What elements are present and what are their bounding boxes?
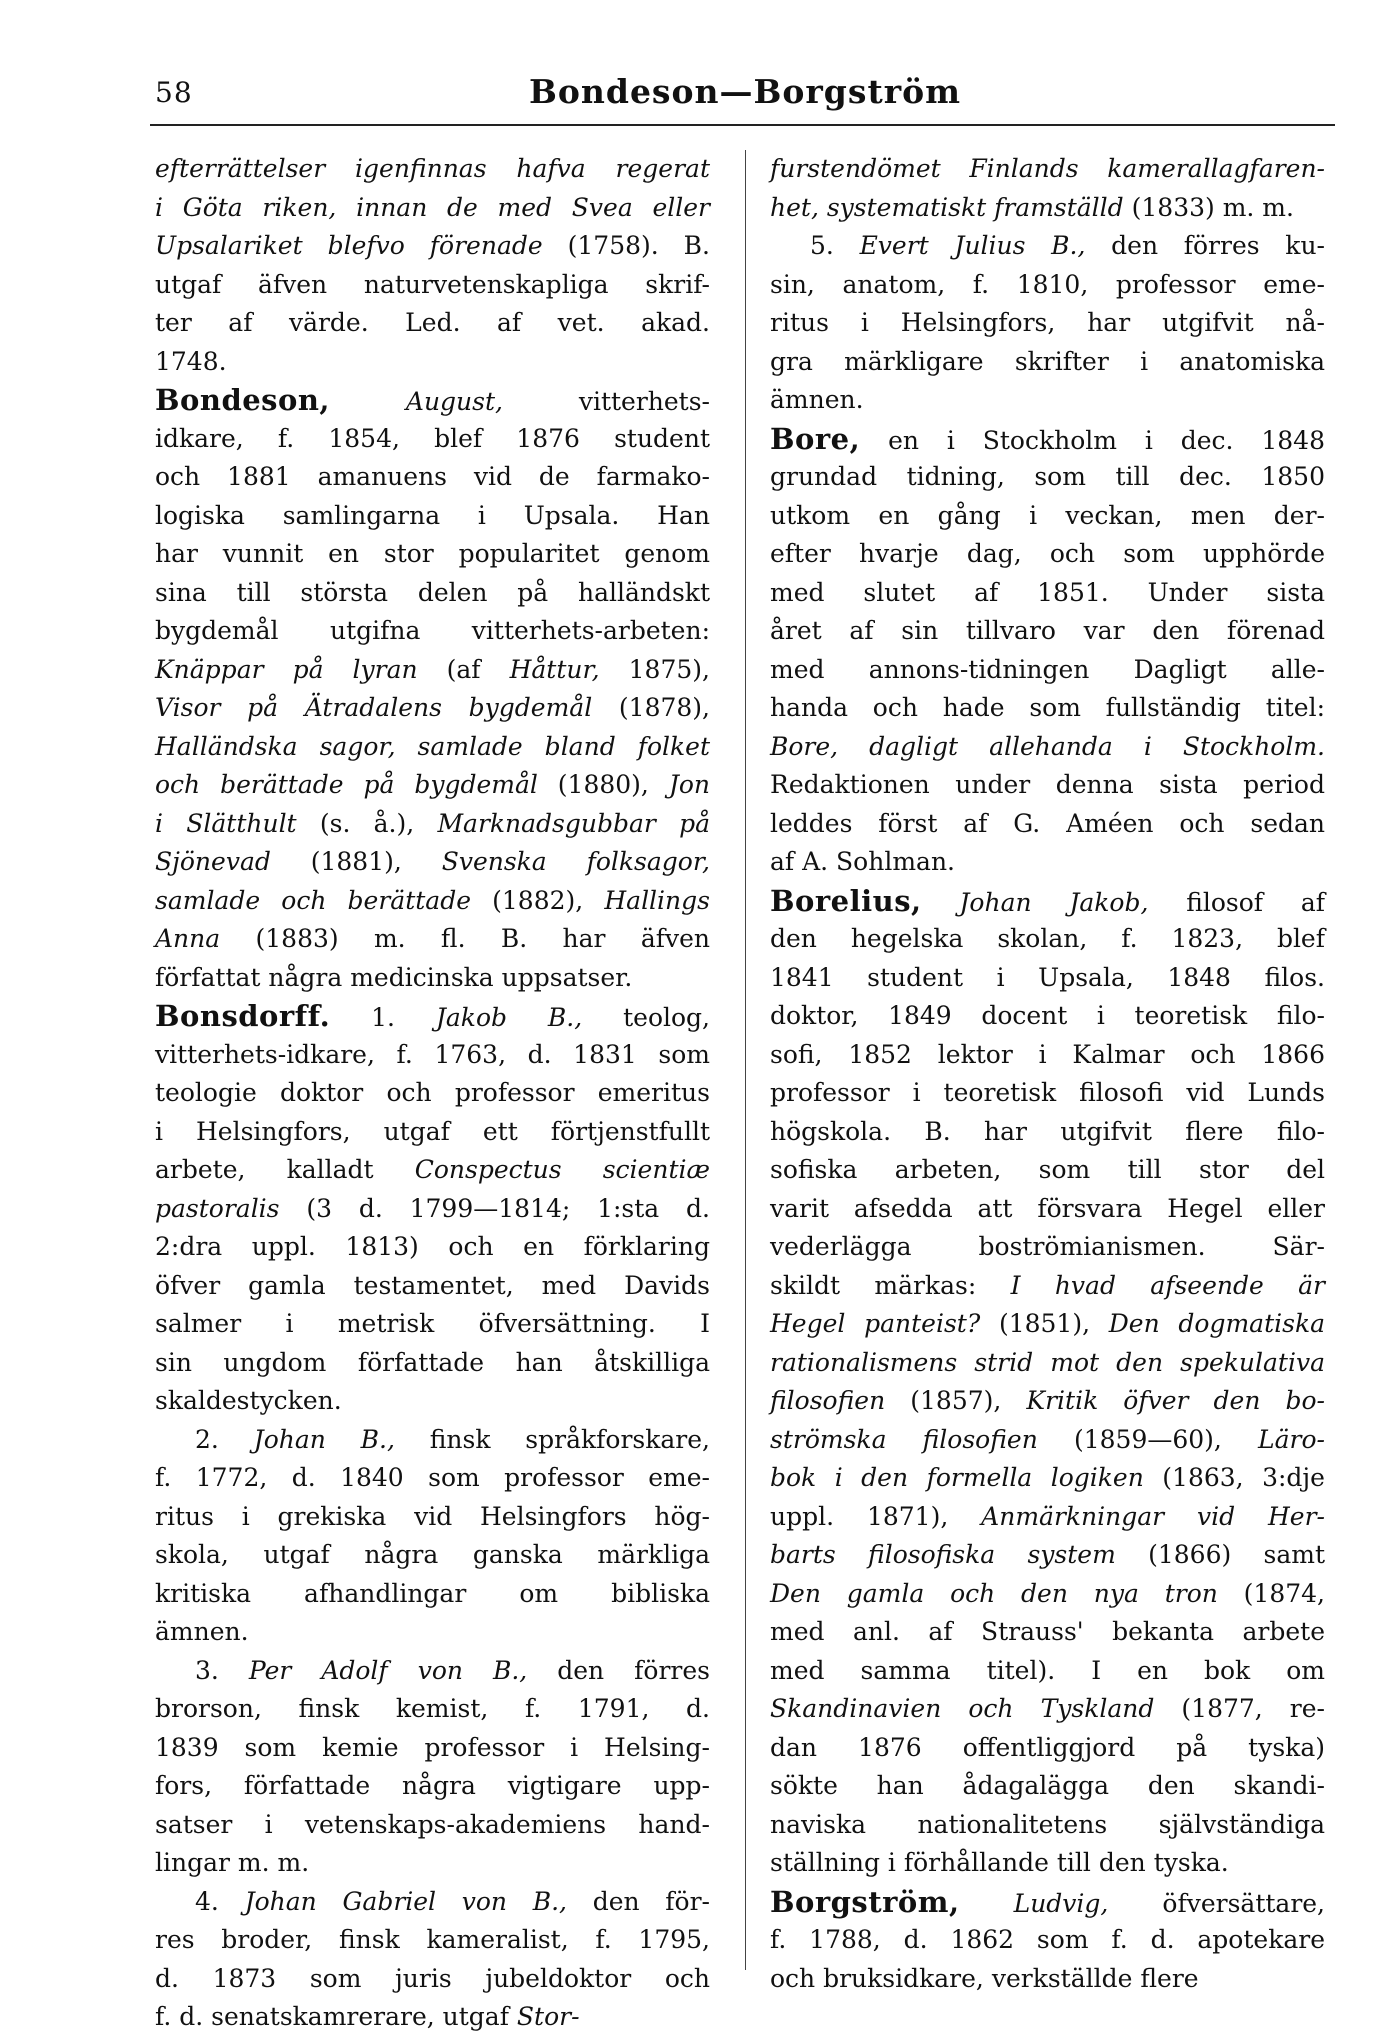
- right-column-line: [770, 343, 1325, 382]
- headword: Borelius,: [770, 883, 922, 918]
- left-column-line: [155, 920, 710, 959]
- right-column-line: [770, 997, 1325, 1036]
- text: sofi, 1852 lektor i Kalmar och 1866: [770, 1039, 1325, 1069]
- text: 1839 som kemie professor i Helsing-: [155, 1732, 710, 1762]
- text: uppl. 1871),: [770, 1501, 982, 1531]
- left-column: [155, 150, 710, 2037]
- italic-text: Visor på Ätradalens bygdemål: [155, 693, 593, 722]
- headword: Bondeson,: [155, 383, 331, 417]
- text: (af: [417, 654, 510, 684]
- text: skola, utgaf några ganska märkliga: [155, 1540, 710, 1569]
- text: ritus i grekiska vid Helsingfors hög-: [155, 1501, 710, 1531]
- left-column-line: [155, 304, 710, 343]
- text: (s. å.),: [296, 808, 438, 838]
- right-column-line: [770, 651, 1325, 690]
- left-column-line: [155, 1806, 710, 1845]
- text: d. 1873 som juris jubeldoktor och: [155, 1963, 710, 1993]
- text: f. d. senatskamrerare, utgaf: [155, 2002, 517, 2031]
- text: (1833) m. m.: [1123, 192, 1294, 222]
- italic-text: Conspectus scientiæ: [414, 1155, 710, 1184]
- text: i Helsingfors, utgaf ett förtjenstfullt: [155, 1116, 710, 1146]
- text: (1883) m. fl. B. har äfven: [220, 924, 710, 953]
- text: filosof af: [1148, 887, 1325, 917]
- left-column-line: [155, 612, 710, 651]
- header-rule: [150, 124, 1335, 126]
- right-column-line: [770, 1113, 1325, 1152]
- italic-text: Johan B.,: [253, 1424, 395, 1454]
- text: naviska nationalitetens självständiga: [770, 1809, 1325, 1839]
- text: och 1881 amanuens vid de farmako-: [155, 462, 710, 491]
- left-column-line: [155, 1883, 710, 1922]
- text: sökte han ådagalägga den skandi-: [770, 1771, 1325, 1800]
- left-column-line: [155, 1498, 710, 1537]
- text: professor i teoretisk filosofi vid Lunds: [770, 1078, 1325, 1107]
- left-column-line: [155, 1690, 710, 1729]
- left-column-line: [155, 1998, 710, 2037]
- text: efter hvarje dag, och som upphörde: [770, 539, 1325, 568]
- right-column-line: [770, 420, 1325, 459]
- right-column-line: [770, 1344, 1325, 1383]
- right-column-line: [770, 458, 1325, 497]
- right-column-line: [770, 574, 1325, 613]
- italic-text: samlade och berättade: [155, 885, 472, 915]
- page-header: [155, 72, 1335, 118]
- text: året af sin tillvaro var den förenad: [770, 616, 1325, 645]
- left-column-line: [155, 1729, 710, 1768]
- right-column-line: [770, 1960, 1325, 1999]
- left-column-line: [155, 1382, 710, 1421]
- right-column-line: [770, 1575, 1325, 1614]
- right-column-line: [770, 882, 1325, 921]
- left-column-line: [155, 1151, 710, 1190]
- italic-text: Johan Jakob,: [959, 887, 1149, 917]
- italic-text: Jon: [668, 770, 710, 799]
- left-column-line: [155, 1652, 710, 1691]
- left-column-line: [155, 1960, 710, 1999]
- text: [330, 387, 406, 416]
- text: med annons-tidningen Dagligt alle-: [770, 654, 1325, 684]
- left-column-line: [155, 189, 710, 228]
- right-column-line: [770, 1228, 1325, 1267]
- text: (1758). B.: [542, 231, 710, 260]
- left-column-line: [155, 574, 710, 613]
- right-column-line: [770, 1382, 1325, 1421]
- running-head: Bondeson—Borgström: [528, 72, 962, 111]
- italic-text: Evert Julius B.,: [859, 231, 1086, 260]
- right-column-line: [770, 535, 1325, 574]
- left-column-line: [155, 805, 710, 844]
- right-column-line: [770, 1036, 1325, 1075]
- italic-text: Per Adolf von B.,: [248, 1655, 528, 1685]
- text: (1866) samt: [1115, 1540, 1326, 1569]
- text: (1851),: [980, 1309, 1109, 1338]
- text: sin ungdom författade han åtskilliga: [155, 1347, 710, 1377]
- text: varit afsedda att försvara Hegel eller: [770, 1193, 1325, 1223]
- right-column-line: [770, 1305, 1325, 1344]
- text: f. 1772, d. 1840 som professor eme-: [155, 1463, 710, 1492]
- text: af A. Sohlman.: [770, 847, 955, 876]
- right-column-line: [770, 843, 1325, 882]
- text: öfversättare,: [1108, 1888, 1326, 1918]
- text: (1874,: [1217, 1578, 1325, 1608]
- left-column-line: [155, 1613, 710, 1652]
- headword: Borgström,: [770, 1884, 960, 1919]
- right-column-line: [770, 1267, 1325, 1306]
- left-column-line: [155, 227, 710, 266]
- italic-text: het, systematiskt framställd: [770, 192, 1124, 222]
- text: [960, 1889, 1014, 1918]
- right-column-line: [770, 1074, 1325, 1113]
- right-column-line: [770, 1536, 1325, 1575]
- text: vederlägga boströmianismen. Sär-: [770, 1232, 1325, 1261]
- text: med samma titel). I en bok om: [770, 1655, 1325, 1685]
- text: (1863, 3:dje: [1143, 1463, 1325, 1492]
- text: ter af värde. Led. af vet. akad.: [155, 308, 710, 337]
- text: skaldestycken.: [155, 1386, 342, 1415]
- italic-text: Läro-: [1258, 1424, 1325, 1454]
- left-column-line: [155, 1305, 710, 1344]
- left-column-line: [155, 1113, 710, 1152]
- italic-text: Anna: [155, 924, 221, 953]
- text: idkare, f. 1854, blef 1876 student: [155, 423, 710, 453]
- text: med anl. af Strauss' bekanta arbete: [770, 1617, 1325, 1646]
- italic-text: Svenska folksagor,: [441, 847, 710, 876]
- left-column-line: [155, 458, 710, 497]
- column-divider: [745, 150, 746, 1970]
- italic-text: Marknadsgubbar på: [437, 808, 711, 838]
- right-column-line: [770, 1690, 1325, 1729]
- text: handa och hade som fullständig titel:: [770, 693, 1325, 722]
- left-column-line: [155, 497, 710, 536]
- left-column-line: [155, 1536, 710, 1575]
- text: (1878),: [592, 693, 710, 722]
- text: f. 1788, d. 1862 som f. d. apotekare: [770, 1925, 1325, 1954]
- text: (1857),: [885, 1386, 1027, 1415]
- right-column-line: [770, 1459, 1325, 1498]
- left-column-line: [155, 882, 710, 921]
- right-column-line: [770, 766, 1325, 805]
- italic-text: Den dogmatiska: [1108, 1309, 1325, 1338]
- text: 1875),: [599, 654, 710, 684]
- right-column-line: [770, 1151, 1325, 1190]
- left-column-line: [155, 1190, 710, 1229]
- text: doktor, 1849 docent i teoretisk filo-: [770, 1001, 1325, 1030]
- italic-text: Ludvig,: [1013, 1888, 1109, 1918]
- right-column-line: [770, 189, 1325, 228]
- left-column-line: [155, 535, 710, 574]
- italic-text: barts filosofiska system: [770, 1540, 1116, 1569]
- text: en i Stockholm i dec. 1848: [860, 425, 1325, 455]
- text: fors, författade några vigtigare upp-: [155, 1771, 710, 1800]
- page-number: 58: [155, 76, 193, 109]
- right-column-line: [770, 805, 1325, 844]
- italic-text: Kritik öfver den bo-: [1026, 1386, 1325, 1415]
- italic-text: August,: [405, 387, 503, 416]
- italic-text: pastoralis: [155, 1193, 280, 1223]
- text: grundad tidning, som till dec. 1850: [770, 462, 1325, 491]
- text: (1877, re-: [1154, 1694, 1325, 1723]
- text: vitterhets-idkare, f. 1763, d. 1831 som: [155, 1039, 710, 1069]
- right-column-line: [770, 266, 1325, 305]
- headword: Bore,: [770, 421, 861, 456]
- left-column-line: [155, 420, 710, 459]
- left-column-line: [155, 1344, 710, 1383]
- italic-text: i Slätthult: [155, 808, 297, 838]
- italic-text: I hvad afseende är: [1010, 1270, 1325, 1300]
- text: logiska samlingarna i Upsala. Han: [155, 500, 710, 530]
- text: 2.: [195, 1424, 254, 1454]
- text: ämnen.: [155, 1617, 249, 1646]
- italic-text: Håttur,: [509, 654, 600, 684]
- left-column-line: [155, 997, 710, 1036]
- headword: Bonsdorff.: [155, 999, 331, 1033]
- italic-text: Upsalariket blefvo förenade: [155, 231, 543, 260]
- left-column-line: [155, 343, 710, 382]
- right-column-line: [770, 381, 1325, 420]
- italic-text: Den gamla och den nya tron: [770, 1578, 1218, 1608]
- left-column-line: [155, 651, 710, 690]
- right-column-line: [770, 1498, 1325, 1537]
- left-column-line: [155, 381, 710, 420]
- left-column-line: [155, 843, 710, 882]
- text: den för-: [567, 1886, 710, 1916]
- left-column-line: [155, 1575, 710, 1614]
- italic-text: bok i den formella logiken: [770, 1463, 1144, 1492]
- right-column-line: [770, 1844, 1325, 1883]
- text: (1859—60),: [1037, 1424, 1259, 1454]
- left-column-line: [155, 1074, 710, 1113]
- text: utgaf äfven naturvetenskapliga skrif-: [155, 269, 710, 299]
- text: har vunnit en stor popularitet genom: [155, 539, 710, 568]
- text: ämnen.: [770, 385, 864, 414]
- right-column-line: [770, 150, 1325, 189]
- text: författat några medicinska uppsatser.: [155, 962, 633, 992]
- left-column-line: [155, 1421, 710, 1460]
- text: (1882),: [471, 885, 605, 915]
- text: (1881),: [270, 847, 442, 876]
- italic-text: rationalismens strid mot den spekulativa: [770, 1347, 1325, 1377]
- text: (1880),: [537, 770, 669, 799]
- right-column-line: [770, 497, 1325, 536]
- right-column: [770, 150, 1325, 1998]
- italic-text: Halländska sagor, samlade bland folket: [155, 731, 710, 761]
- right-column-line: [770, 1921, 1325, 1960]
- text: ritus i Helsingfors, har utgifvit nå-: [770, 308, 1325, 337]
- text: satser i vetenskaps-akademiens hand-: [155, 1809, 710, 1839]
- text: brorson, finsk kemist, f. 1791, d.: [155, 1694, 710, 1723]
- text: kritiska afhandlingar om bibliska: [155, 1578, 710, 1608]
- text: sofiska arbeten, som till stor del: [770, 1155, 1325, 1184]
- italic-text: furstendömet Finlands kamerallagfaren-: [770, 154, 1325, 183]
- text: 1841 student i Upsala, 1848 filos.: [770, 962, 1325, 992]
- right-column-line: [770, 1729, 1325, 1768]
- right-column-line: [770, 1767, 1325, 1806]
- right-column-line: [770, 920, 1325, 959]
- text: arbete, kalladt: [155, 1155, 415, 1184]
- text: dan 1876 offentliggjord på tyska): [770, 1732, 1325, 1762]
- text: 4.: [195, 1886, 245, 1916]
- left-column-line: [155, 1459, 710, 1498]
- text: 1748.: [155, 346, 227, 376]
- text: bygdemål utgifna vitterhets-arbeten:: [155, 616, 710, 645]
- text: teologie doktor och professor emeritus: [155, 1078, 710, 1107]
- right-column-line: [770, 1652, 1325, 1691]
- left-column-line: [155, 266, 710, 305]
- italic-text: efterrättelser igenfinnas hafva regerat: [155, 154, 710, 183]
- text: res broder, finsk kameralist, f. 1795,: [155, 1925, 710, 1954]
- italic-text: Anmärkningar vid Her-: [981, 1501, 1325, 1531]
- italic-text: Hegel panteist?: [770, 1309, 981, 1338]
- text: skildt märkas:: [770, 1270, 1011, 1300]
- text: den förres ku-: [1085, 231, 1325, 260]
- text: 2:dra uppl. 1813) och en förklaring: [155, 1232, 710, 1261]
- right-column-line: [770, 1421, 1325, 1460]
- right-column-line: [770, 959, 1325, 998]
- text: gra märkligare skrifter i anatomiska: [770, 346, 1325, 376]
- italic-text: Skandinavien och Tyskland: [770, 1694, 1155, 1723]
- text: den hegelska skolan, f. 1823, blef: [770, 924, 1325, 953]
- right-column-line: [770, 1806, 1325, 1845]
- right-column-line: [770, 612, 1325, 651]
- text: salmer i metrisk öfversättning. I: [155, 1309, 710, 1338]
- left-column-line: [155, 1921, 710, 1960]
- italic-text: Jakob B.,: [435, 1003, 583, 1032]
- text: och bruksidkare, verkställde flere: [770, 1963, 1199, 1993]
- italic-text: Knäppar på lyran: [155, 654, 418, 684]
- text: 5.: [810, 231, 860, 260]
- right-column-line: [770, 1883, 1325, 1922]
- italic-text: Johan Gabriel von B.,: [244, 1886, 567, 1916]
- left-column-line: [155, 766, 710, 805]
- text: 1.: [330, 1003, 436, 1032]
- text: vitterhets-: [502, 387, 711, 416]
- italic-text: Sjönevad: [155, 847, 271, 876]
- text: ställning i förhållande till den tyska.: [770, 1848, 1229, 1877]
- text: [922, 888, 960, 917]
- left-column-line: [155, 959, 710, 998]
- text: Redaktionen under denna sista period: [770, 770, 1325, 799]
- left-column-line: [155, 1036, 710, 1075]
- left-column-line: [155, 150, 710, 189]
- text: med slutet af 1851. Under sista: [770, 577, 1325, 607]
- right-column-line: [770, 1190, 1325, 1229]
- text: utkom en gång i veckan, men der-: [770, 500, 1325, 530]
- left-column-line: [155, 1228, 710, 1267]
- italic-text: strömska filosofien: [770, 1424, 1038, 1454]
- italic-text: Bore, dagligt allehanda i Stockholm.: [770, 731, 1325, 761]
- right-column-line: [770, 689, 1325, 728]
- text: sina till största delen på halländskt: [155, 577, 710, 607]
- left-column-line: [155, 1844, 710, 1883]
- right-column-line: [770, 728, 1325, 767]
- right-column-line: [770, 227, 1325, 266]
- italic-text: Hallings: [604, 885, 710, 915]
- text: öfver gamla testamentet, med Davids: [155, 1270, 710, 1300]
- text: högskola. B. har utgifvit flere filo-: [770, 1116, 1325, 1146]
- text: leddes först af G. Améen och sedan: [770, 808, 1325, 838]
- italic-text: och berättade på bygdemål: [155, 770, 538, 799]
- left-column-line: [155, 689, 710, 728]
- text: teolog,: [582, 1003, 710, 1032]
- text: (3 d. 1799—1814; 1:sta d.: [279, 1193, 710, 1223]
- italic-text: Stor-: [516, 2002, 580, 2031]
- left-column-line: [155, 728, 710, 767]
- italic-text: i Göta riken, innan de med Svea eller: [155, 192, 710, 222]
- text: lingar m. m.: [155, 1848, 310, 1877]
- left-column-line: [155, 1767, 710, 1806]
- right-column-line: [770, 1613, 1325, 1652]
- left-column-line: [155, 1267, 710, 1306]
- text: finsk språkforskare,: [394, 1424, 710, 1454]
- right-column-line: [770, 304, 1325, 343]
- text: sin, anatom, f. 1810, professor eme-: [770, 269, 1325, 299]
- text: den förres: [527, 1655, 710, 1685]
- italic-text: filosofien: [770, 1386, 886, 1415]
- text: 3.: [195, 1655, 249, 1685]
